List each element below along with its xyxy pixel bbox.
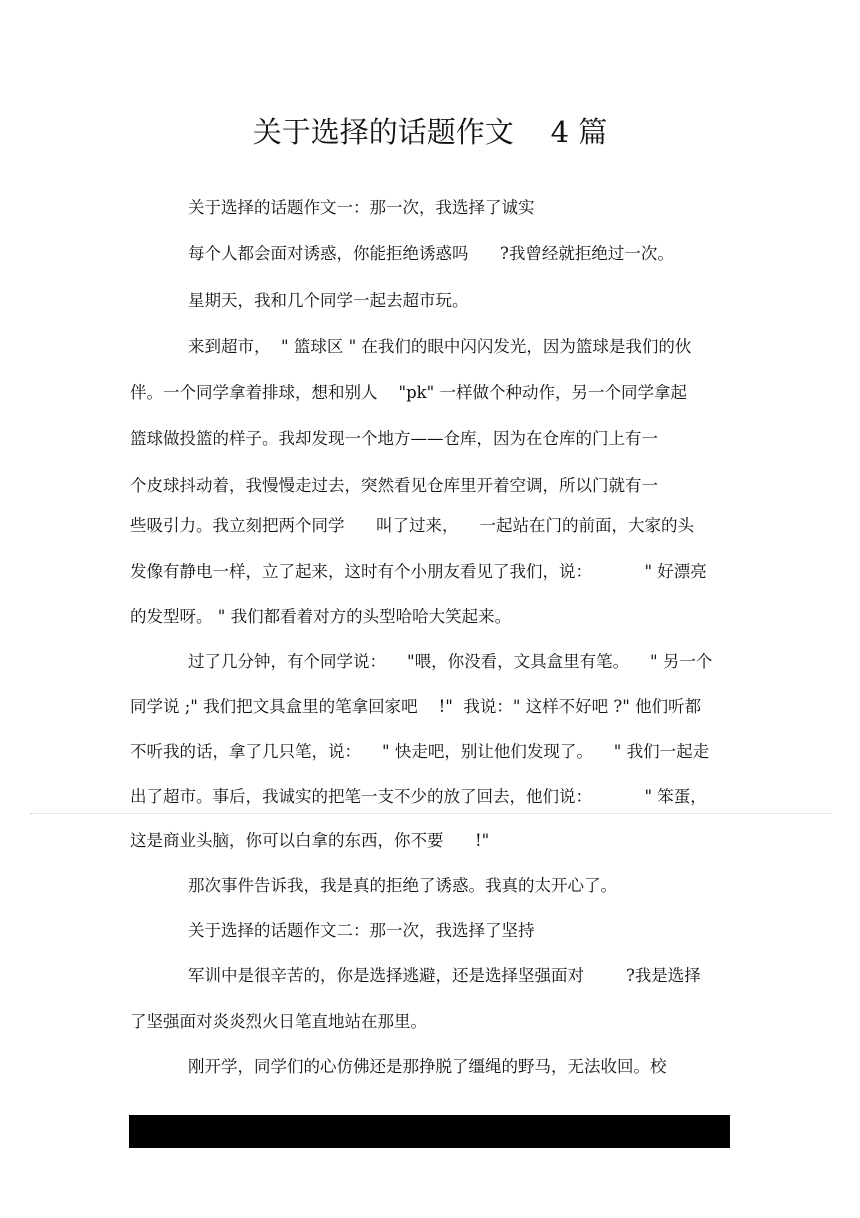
text-line: 星期天，我和几个同学一起去超市玩。	[188, 291, 469, 310]
text-line: 过了几分钟，有个同学说： "喂，你没看，文具盒里有笔。 " 另一个	[188, 652, 713, 671]
text-line: 关于选择的话题作文一：那一次，我选择了诚实	[188, 198, 535, 217]
text-line: 军训中是很辛苦的，你是选择逃避，还是选择坚强面对 ?我是选择	[188, 966, 701, 985]
text-line: 出了超市。事后，我诚实的把笔一支不少的放了回去，他们说： " 笨蛋，	[130, 787, 707, 806]
text-line: 些吸引力。我立刻把两个同学 叫了过来， 一起站在门的前面，大家的头	[130, 516, 694, 535]
text-line: 发像有静电一样，立了起来，这时有个小朋友看见了我们，说： " 好漂亮	[130, 562, 707, 581]
text-line: 关于选择的话题作文二：那一次，我选择了坚持	[188, 921, 535, 940]
text-line: 刚开学，同学们的心仿佛还是那挣脱了缰绳的野马，无法收回。校	[188, 1057, 667, 1076]
text-line: 每个人都会面对诱惑，你能拒绝诱惑吗 ?我曾经就拒绝过一次。	[188, 244, 674, 263]
text-line: 同学说 ;" 我们把文具盒里的笔拿回家吧 !" 我说：" 这样不好吧 ?" 他们听都	[130, 697, 702, 716]
dotted-rule	[30, 813, 832, 814]
document-title: 关于选择的话题作文 4 篇	[252, 115, 608, 149]
text-line: 了坚强面对炎炎烈火日笔直地站在那里。	[130, 1012, 427, 1031]
text-line: 来到超市， " 篮球区 " 在我们的眼中闪闪发光，因为篮球是我们的伙	[188, 337, 692, 356]
text-line: 篮球做投篮的样子。我却发现一个地方——仓库，因为在仓库的门上有一	[130, 429, 658, 448]
text-line: 的发型呀。 " 我们都看着对方的头型哈哈大笑起来。	[130, 607, 512, 626]
text-line: 个皮球抖动着，我慢慢走过去，突然看见仓库里开着空调，所以门就有一	[130, 476, 658, 495]
text-line: 这是商业头脑，你可以白拿的东西，你不要 !"	[130, 831, 490, 850]
black-footer-bar	[129, 1115, 730, 1148]
text-line: 那次事件告诉我，我是真的拒绝了诱惑。我真的太开心了。	[188, 876, 617, 895]
text-line: 伴。一个同学拿着排球，想和别人 "pk" 一样做个种动作，另一个同学拿起	[130, 383, 687, 402]
text-line: 不听我的话，拿了几只笔，说： " 快走吧，别让他们发现了。 " 我们一起走	[130, 742, 710, 761]
